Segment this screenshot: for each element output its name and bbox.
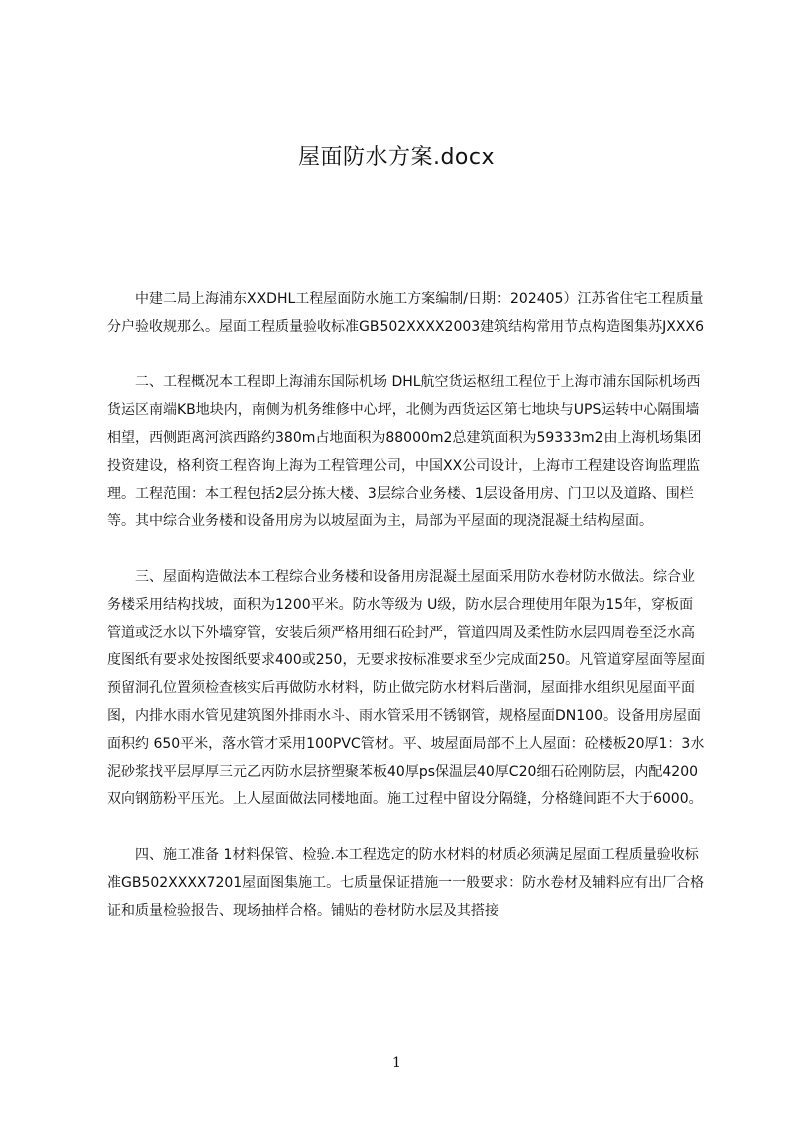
page-number: 1: [392, 1055, 401, 1071]
document-body: [107, 286, 707, 953]
paragraph-construction-preparation: 四、施工准备 1材料保管、检验.本工程选定的防水材料的材质必须满足屋面工程质量验收标准GB502XXXX7201屋面图集施工。七质量保证措施一一般要求：防水卷材及辅料应有出厂合格证和质量检验报告、现场抽样合格。铺贴的卷材防水层及其搭接: [107, 846, 705, 919]
document-title: 屋面防水方案.docx: [297, 145, 496, 170]
paragraph-project-overview: 二、工程概况本工程即上海浦东国际机场 DHL航空货运枢纽工程位于上海市浦东国际机场西货运区南端KB地块内，南侧为机务维修中心坪，北侧为西货运区第七地块与UPS运转中心隔围墙相望，西侧距离河滨西路约380m占地面积为88000m2总建筑面积为59333m2由上海机场集团投资建设，格利资工程咨询上海为工程管理公司，中国XX公司设计，上海市工程建设咨询监理监理。工程范围：本工程包括2层分拣大楼、3层综合业务楼、1层设备用房、门卫以及道路、围栏等。其中综合业务楼和设备用房为以坡屋面为主，局部为平屋面的现浇混凝土结构屋面。: [107, 374, 702, 530]
paragraph-references: 中建二局上海浦东XXDHL工程屋面防水施工方案编制/日期：202405）江苏省住宅工程质量分户验收规那么。屋面工程质量验收标准GB502XXXX2003建筑结构常用节点构造图集苏JXXX6: [107, 291, 704, 335]
paragraph-roof-construction: 三、屋面构造做法本工程综合业务楼和设备用房混凝土屋面采用防水卷材防水做法。综合业务楼采用结构找坡，面积为1200平米。防水等级为 U级，防水层合理使用年限为15年，穿板面管道或泛水以下外墙穿管，安装后须严格用细石砼封严，管道四周及柔性防水层四周卷至泛水高度图纸有要求处按图纸要求400或250，无要求按标准要求至少完成面250。凡管道穿屋面等屋面预留洞孔位置须检查核实后再做防水材料，防止做完防水材料后凿洞，屋面排水组织见屋面平面图，内排水雨水管见建筑图外排雨水斗、雨水管采用不锈钢管，规格屋面DN100。设备用房屋面面积约 650平米，落水管才采用100PVC管材。平、坡屋面局部不上人屋面：砼楼板20厚1：3水泥砂浆找平层厚厚三元乙丙防水层挤塑聚苯板40厚ps保温层40厚C20细石砼刚防层，内配4200双向钢筋粉平压光。上人屋面做法同楼地面。施工过程中留设分隔缝，分格缝间距不大于6000。: [107, 568, 706, 808]
